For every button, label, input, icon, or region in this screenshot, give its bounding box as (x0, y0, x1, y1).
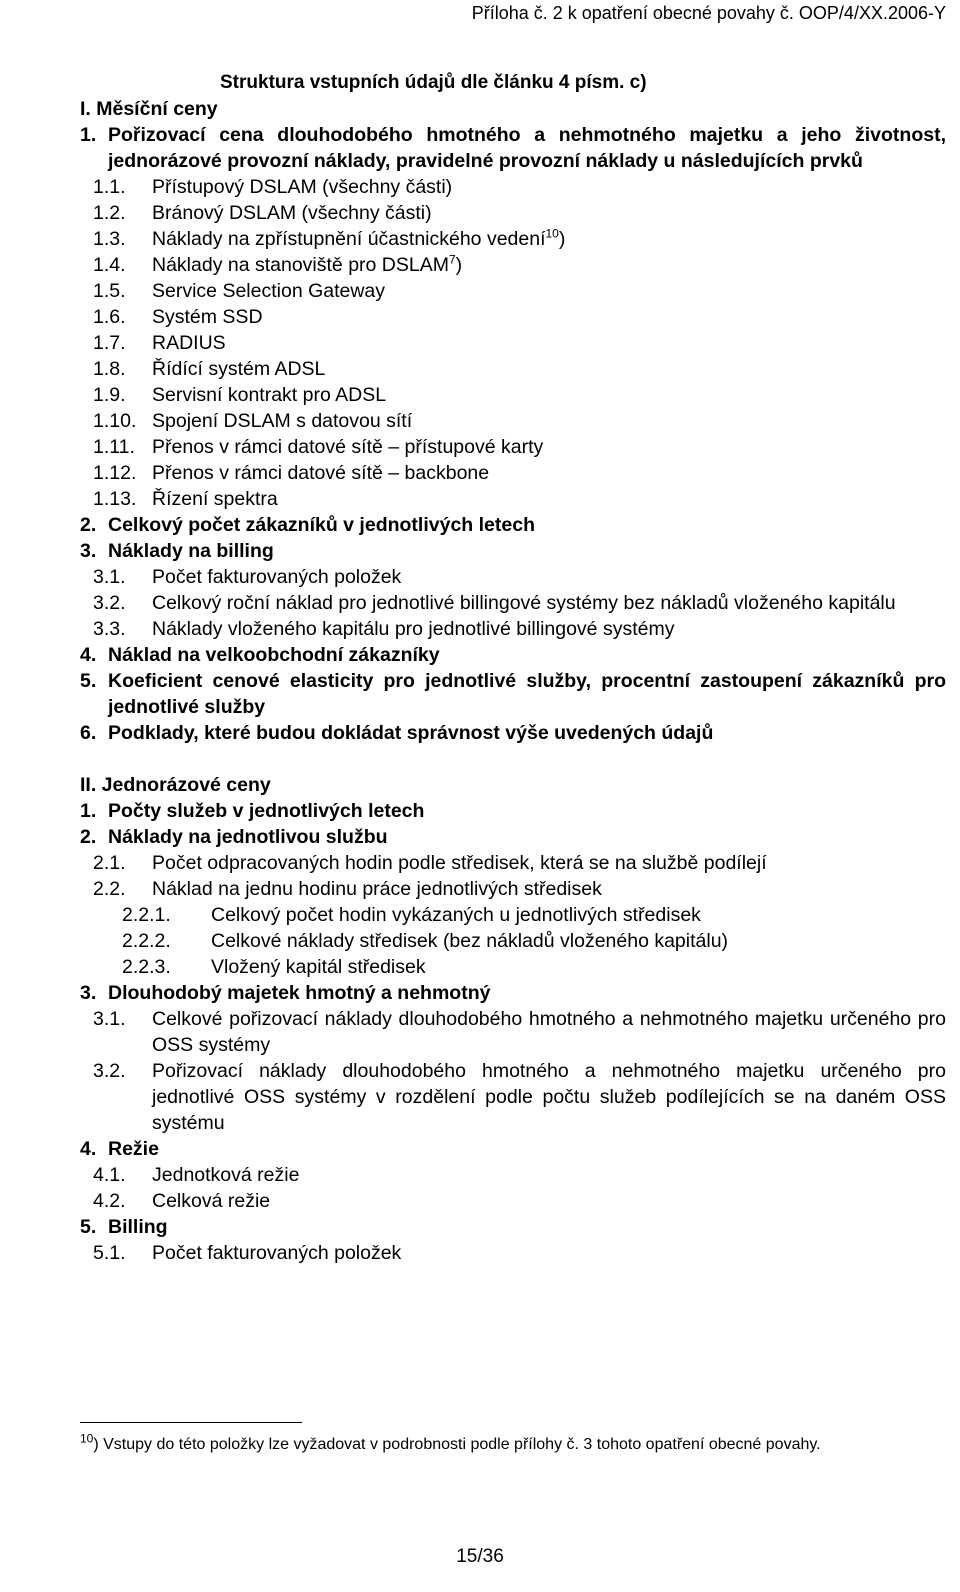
footnote (80, 1431, 950, 1456)
list-item: 4. Náklad na velkoobchodní zákazníky (80, 644, 440, 666)
footnote-ref: 10 (545, 226, 559, 241)
list-item: 3. Dlouhodobý majetek hmotný a nehmotný (80, 982, 491, 1004)
list-item: 1.2. Bránový DSLAM (všechny části) (93, 202, 432, 224)
list-item: 1.10. Spojení DSLAM s datovou sítí (93, 410, 413, 432)
document-body (80, 96, 946, 1266)
list-item: 2.2.3. Vložený kapitál středisek (122, 956, 426, 978)
page-number: 15/36 (456, 1546, 504, 1567)
list-item: 1.4. Náklady na stanoviště pro DSLAM$^7$) (93, 252, 463, 276)
list-item: 6. Podklady, které budou dokládat správnost výše uvedených údajů (80, 722, 714, 744)
list-item: 4.1. Jednotková režie (93, 1164, 300, 1186)
list-item: 1.8. Řídící systém ADSL (93, 358, 326, 380)
list-item: 1.7. RADIUS (93, 332, 226, 354)
list-item: 1.1. Přístupový DSLAM (všechny části) (93, 176, 453, 198)
footnote-number: 10 (80, 1431, 94, 1446)
list-item: 2.1. Počet odpracovaných hodin podle středisek, která se na službě podílejí (93, 852, 767, 874)
list-item: 2.2. Náklad na jednu hodinu práce jednotlivých středisek (93, 878, 602, 900)
list-item: 2. Náklady na jednotlivou službu (80, 826, 388, 848)
list-item: 3.2. Celkový roční náklad pro jednotlivé billingové systémy bez nákladů vloženého kapitálu (93, 592, 896, 614)
section-heading-monthly: I. Měsíční ceny (80, 98, 218, 120)
list-item: 3.3. Náklady vloženého kapitálu pro jednotlivé billingové systémy (93, 618, 675, 640)
list-item: 1.12. Přenos v rámci datové sítě – backbone (93, 462, 490, 484)
list-item: 3.2. Pořizovací náklady dlouhodobého hmotného a nehmotného majetku určeného pro jednotlivé OSS systémy v rozdělení podle počtu služeb podílejících se na daném OSS systému (93, 1060, 946, 1134)
page-header: Příloha č. 2 k opatření obecné povahy č. OOP/4/XX.2006-Y (471, 3, 946, 23)
list-item: 3.1. Počet fakturovaných položek (93, 566, 402, 588)
list-item: 3.1. Celkové pořizovací náklady dlouhodobého hmotného a nehmotného majetku určeného pro OSS systémy (93, 1008, 946, 1056)
list-item: 1. Pořizovací cena dlouhodobého hmotného a nehmotného majetku a jeho životnost, jednorázové provozní náklady, pravidelné provozní náklady u následujících prvků (80, 124, 946, 172)
list-item: 4.2. Celková režie (93, 1190, 271, 1212)
list-item: 1.13. Řízení spektra (93, 488, 278, 510)
list-item: 4. Režie (80, 1138, 159, 1160)
list-item: 1.9. Servisní kontrakt pro ADSL (93, 384, 387, 406)
list-item: 2.2.1. Celkový počet hodin vykázaných u jednotlivých středisek (122, 904, 701, 926)
footnote-text: ) Vstupy do této položky lze vyžadovat v podrobnosti podle přílohy č. 3 tohoto opatření obecné povahy. (93, 1436, 821, 1453)
document-title: Struktura vstupních údajů dle článku 4 písm. c) (220, 72, 647, 93)
list-item: 1.11. Přenos v rámci datové sítě – přístupové karty (93, 436, 544, 458)
list-item: 3. Náklady na billing (80, 540, 274, 562)
list-item: 5. Koeficient cenové elasticity pro jednotlivé služby, procentní zastoupení zákazníků pro jednotlivé služby (80, 670, 946, 718)
list-item: 1. Počty služeb v jednotlivých letech (80, 800, 425, 822)
list-item: 2. Celkový počet zákazníků v jednotlivých letech (80, 514, 535, 536)
footnote-divider (80, 1422, 302, 1423)
list-item: 2.2.2. Celkové náklady středisek (bez nákladů vloženého kapitálu) (122, 930, 729, 952)
section-heading-one-time: II. Jednorázové ceny (80, 774, 271, 796)
list-item: 5. Billing (80, 1216, 168, 1238)
list-item: 5.1. Počet fakturovaných položek (93, 1242, 402, 1264)
footnote-ref: 7 (448, 252, 456, 267)
list-item: 1.6. Systém SSD (93, 306, 263, 328)
spacer (80, 746, 946, 772)
list-item: 1.3. Náklady na zpřístupnění účastnického vedení$^{10}$) (93, 226, 566, 250)
list-item: 1.5. Service Selection Gateway (93, 280, 386, 302)
